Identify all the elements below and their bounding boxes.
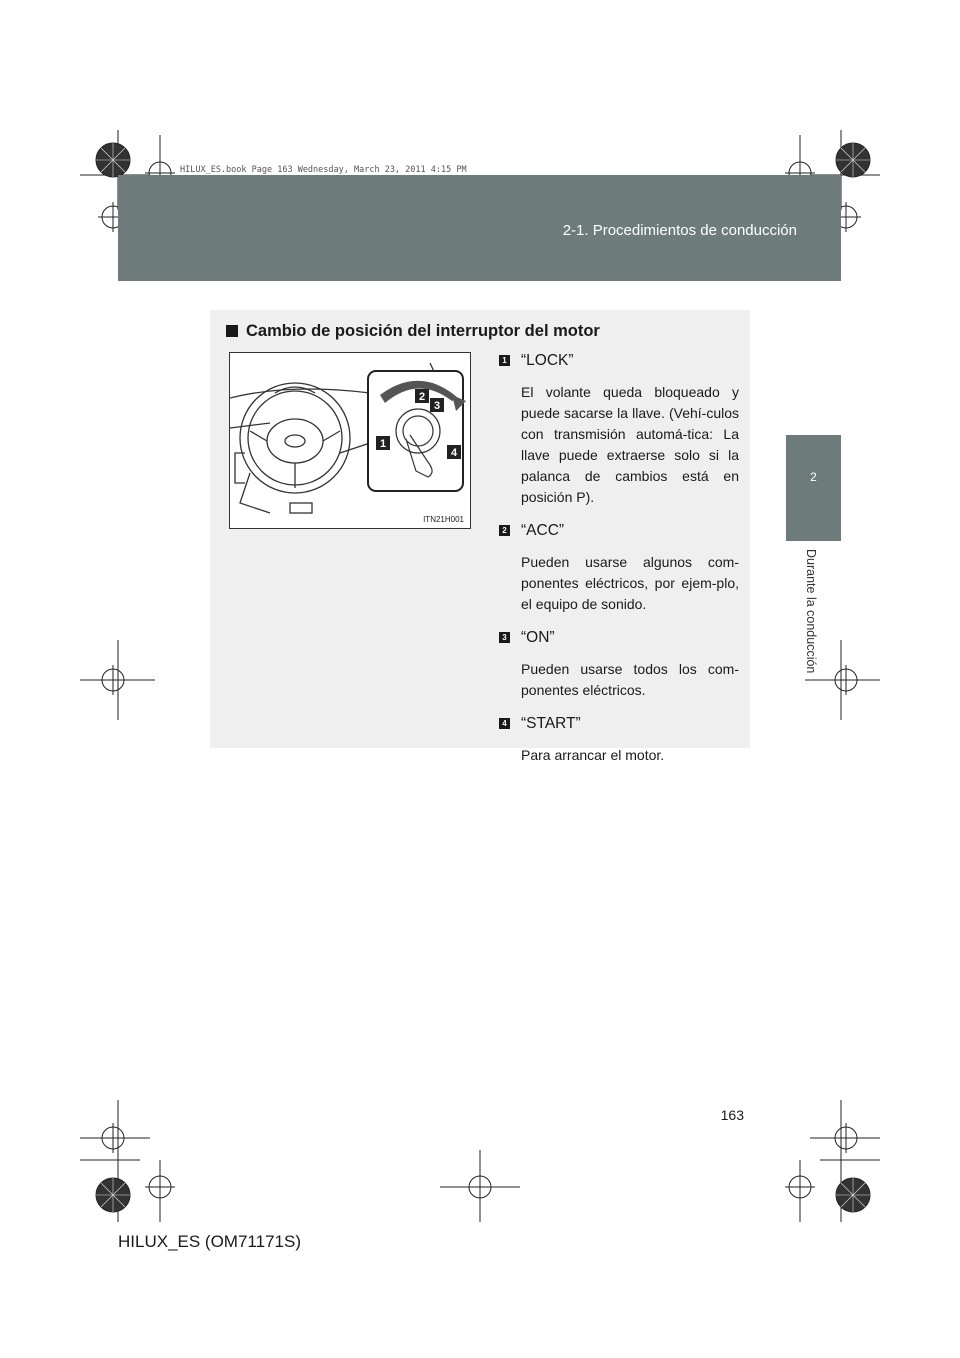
chapter-number: 2: [810, 470, 817, 484]
position-list: [499, 350, 739, 778]
header-band: [118, 175, 841, 281]
callout-4: 4: [450, 447, 458, 459]
page-number: 163: [720, 1107, 744, 1123]
section-heading: [226, 322, 600, 341]
list-item: [499, 713, 739, 766]
square-bullet-icon: [226, 325, 238, 337]
callout-2: 2: [418, 391, 426, 403]
ignition-figure: [229, 352, 471, 529]
item-number-icon: 2: [499, 525, 510, 536]
content-box: [210, 310, 750, 763]
running-header: 2-1. Procedimientos de conducción: [562, 222, 797, 239]
chapter-title: Durante la conducción: [804, 549, 818, 674]
item-heading: “ACC”: [521, 522, 565, 539]
list-item: [499, 350, 739, 508]
chapter-title-tab: [786, 541, 841, 741]
manual-code: HILUX_ES (OM71171S): [118, 1232, 301, 1251]
figure-code: ITN21H001: [423, 515, 464, 524]
section-heading-text: Cambio de posición del interruptor del motor: [246, 322, 600, 340]
callout-1: 1: [379, 438, 387, 450]
item-body: Para arrancar el motor.: [521, 747, 665, 763]
list-item: [499, 520, 739, 615]
item-heading: “ON”: [521, 629, 555, 646]
list-item: [499, 627, 739, 701]
chapter-tab: [786, 435, 841, 541]
item-heading: “LOCK”: [521, 352, 574, 369]
book-stamp: HILUX_ES.book Page 163 Wednesday, March 23, 2011 4:15 PM: [180, 165, 467, 175]
item-number-icon: 4: [499, 718, 510, 729]
item-body: Pueden usarse todos los com-ponentes eléctricos.: [521, 661, 739, 698]
item-number-icon: 3: [499, 632, 510, 643]
item-body: El volante queda bloqueado y puede sacarse la llave. (Vehí-culos con transmisión automá-tica: La llave puede extraerse solo si la palanca de cambios está en posición P).: [521, 384, 739, 505]
item-heading: “START”: [521, 715, 581, 732]
callout-3: 3: [433, 400, 441, 412]
item-body: Pueden usarse algunos com-ponentes eléctricos, por ejem-plo, el equipo de sonido.: [521, 554, 739, 612]
ignition-illustration: [230, 353, 470, 528]
item-number-icon: 1: [499, 355, 510, 366]
